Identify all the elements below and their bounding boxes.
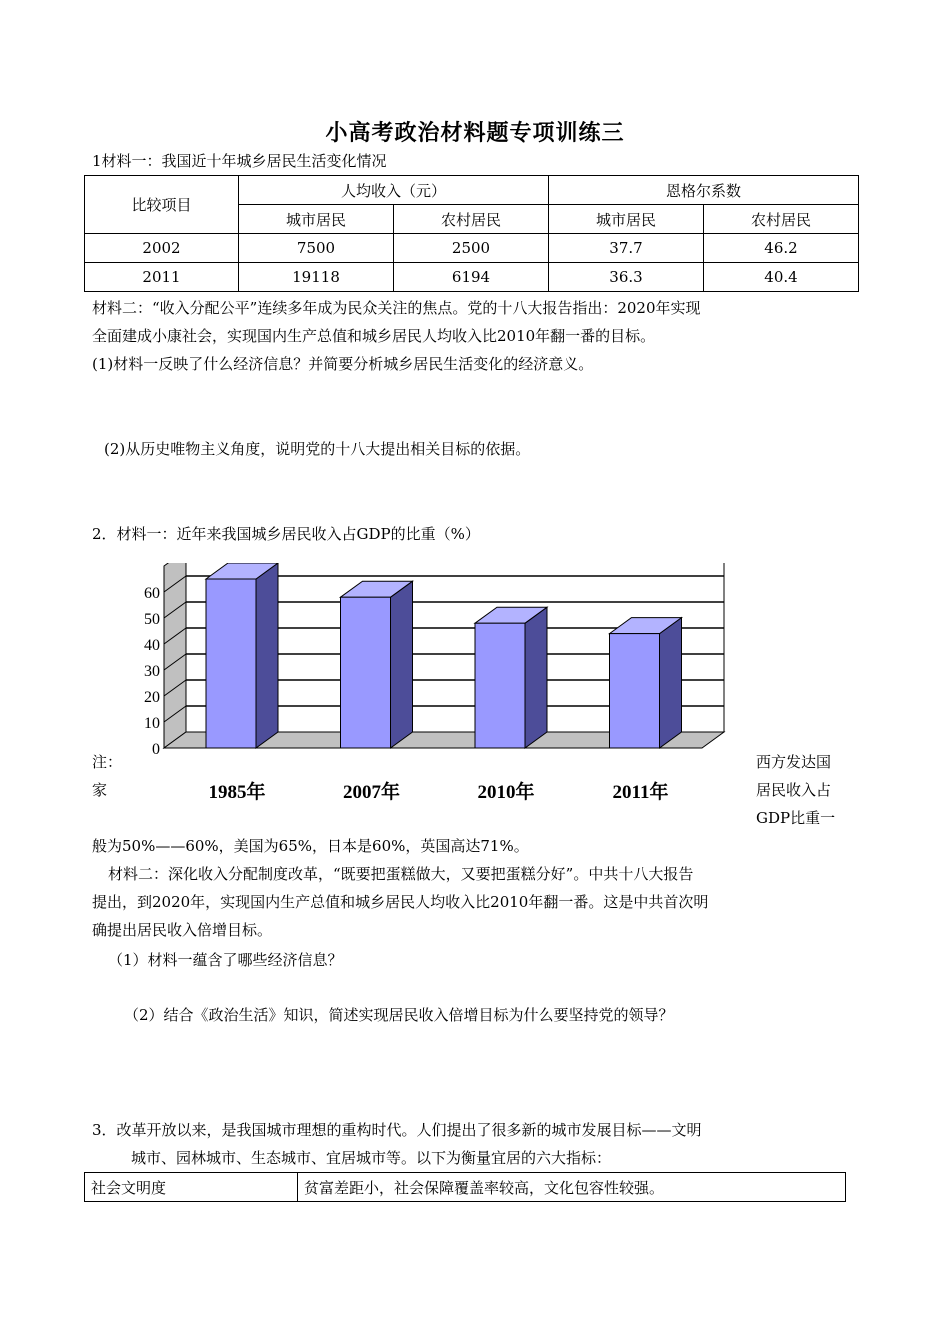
chart-bar [341,597,391,748]
table-row [85,234,859,263]
sub-header: 城市居民 [549,205,704,234]
chart-tick-label: 10 [144,715,160,732]
note-left-1: 注： [92,753,123,771]
chart-tick-label: 50 [144,611,160,628]
note-right-1: 西方发达国 [756,753,832,771]
table-cell: 2002 [85,234,239,263]
q2-subquestion-1: （1）材料一蕴含了哪些经济信息？ [108,951,343,969]
q1-intro: 1材料一：我国近十年城乡居民生活变化情况 [92,152,387,170]
q1-subquestion-1: (1)材料一反映了什么经济信息？并简要分析城乡居民生活变化的经济意义。 [92,355,594,373]
income-share-bar-chart [138,563,728,808]
chart-tick-label: 20 [144,689,160,706]
q2-material2-line2: 提出，到2020年，实现国内生产总值和城乡居民人均收入比2010年翻一番。这是中共首次明 [92,893,709,911]
q2-subquestion-2: （2）结合《政治生活》知识，简述实现居民收入倍增目标为什么要坚持党的领导？ [124,1006,674,1024]
table-cell: 2011 [85,263,239,292]
table-cell: 40.4 [704,263,859,292]
chart-side-wall [164,563,186,748]
chart-bar-side [525,607,547,748]
q3-table [84,1172,846,1202]
q2-material2-line3: 确提出居民收入倍增目标。 [92,921,273,939]
chart-category-label: 2010年 [477,782,535,803]
table-cell: 2500 [394,234,549,263]
q2-material2-line1: 材料二：深化收入分配制度改革，“既要把蛋糕做大，又要把蛋糕分好”。中共十八大报告 [108,865,694,883]
chart-category-label: 1985年 [208,782,266,803]
header-item: 比较项目 [85,176,239,234]
chart-bar [206,579,256,748]
chart-category-label: 2007年 [342,782,401,803]
chart-bar-side [256,563,278,748]
header-engel: 恩格尔系数 [549,176,859,205]
table-cell: 36.3 [549,263,704,292]
chart-tick-label: 0 [152,741,160,758]
table-cell: 社会文明度 [85,1173,298,1202]
q2-intro: 2．材料一：近年来我国城乡居民收入占GDP的比重（%） [92,525,480,543]
q1-material2-line1: 材料二：“收入分配公平”连续多年成为民众关注的焦点。党的十八大报告指出：2020年实现 [92,299,701,317]
note-line-4: 般为50%——60%，美国为65%，日本是60%，英国高达71%。 [92,837,529,855]
table-row [85,263,859,292]
q3-line1: 3．改革开放以来，是我国城市理想的重构时代。人们提出了很多新的城市发展目标——文明 [92,1121,702,1139]
sub-header: 农村居民 [394,205,549,234]
chart-bar [475,623,525,748]
q3-line2: 城市、园林城市、生态城市、宜居城市等。以下为衡量宜居的六大指标： [131,1149,612,1167]
note-right-3: GDP比重一 [756,809,836,827]
table-cell: 贫富差距小，社会保障覆盖率较高，文化包容性较强。 [298,1173,846,1202]
sub-header: 城市居民 [239,205,394,234]
table-row [85,1173,846,1202]
chart-tick-label: 60 [144,585,160,602]
table-cell: 7500 [239,234,394,263]
note-right-2: 居民收入占 [756,781,832,799]
table-cell: 19118 [239,263,394,292]
q1-subquestion-2: (2)从历史唯物主义角度，说明党的十八大提出相关目标的依据。 [104,440,531,458]
table-cell: 46.2 [704,234,859,263]
chart-tick-label: 40 [144,637,160,654]
chart-bar-side [660,618,682,748]
sub-header: 农村居民 [704,205,859,234]
q1-material2-line2: 全面建成小康社会，实现国内生产总值和城乡居民人均收入比2010年翻一番的目标。 [92,327,656,345]
header-income: 人均收入（元） [239,176,549,205]
q1-table [84,175,859,292]
table-cell: 37.7 [549,234,704,263]
chart-bar [610,634,660,748]
chart-bar-side [391,581,413,748]
page-title: 小高考政治材料题专项训练三 [325,120,625,146]
chart-category-label: 2011年 [612,782,669,803]
chart-tick-label: 30 [144,663,160,680]
note-left-2: 家 [92,781,108,799]
table-cell: 6194 [394,263,549,292]
